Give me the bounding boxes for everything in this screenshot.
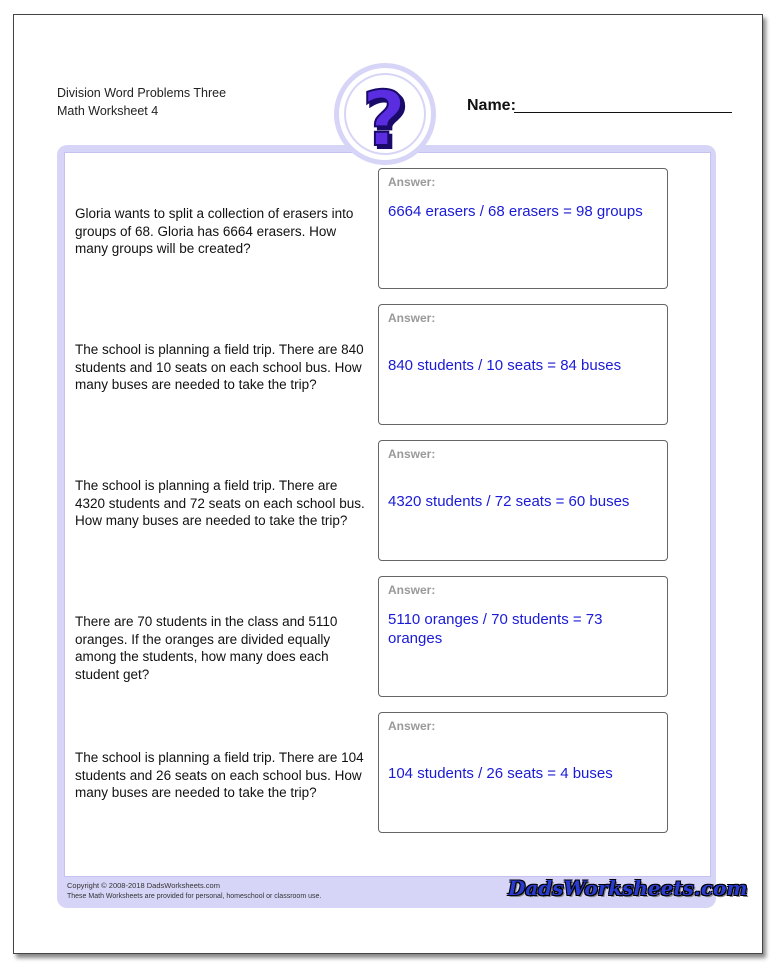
problem-question: Gloria wants to split a collection of erasers into groups of 68. Gloria has 6664 erasers. How many groups will be created?: [75, 206, 354, 256]
answer-box[interactable]: [378, 304, 668, 425]
problem-question: The school is planning a field trip. There are 4320 students and 72 seats on each school bus. How many buses are needed to take the trip?: [75, 478, 365, 528]
answer-text: 4320 students / 72 seats = 60 buses: [388, 493, 630, 510]
problem-question: The school is planning a field trip. There are 840 students and 10 seats on each school bus. How many buses are needed to take the trip?: [75, 342, 364, 392]
answer-box[interactable]: [378, 440, 668, 561]
svg-text:?: ?: [361, 74, 407, 160]
answer-label: Answer:: [388, 175, 436, 189]
answer-text: 840 students / 10 seats = 84 buses: [388, 357, 622, 374]
answer-label: Answer:: [388, 311, 436, 325]
worksheet-title: Division Word Problems Three: [57, 86, 227, 100]
answer-label: Answer:: [388, 719, 436, 733]
answer-box[interactable]: [378, 576, 668, 697]
answer-text: 5110 oranges / 70 students = 73 oranges: [388, 611, 603, 647]
dadsworksheets-logo: DadsWorksheets.com: [508, 876, 748, 900]
answer-text: 6664 erasers / 68 erasers = 98 groups: [388, 203, 643, 220]
answer-label: Answer:: [388, 447, 436, 461]
answer-label: Answer:: [388, 583, 436, 597]
problem-question: The school is planning a field trip. There are 104 students and 26 seats on each school bus. How many buses are needed to take the trip?: [75, 750, 364, 800]
usage-notice: These Math Worksheets are provided for personal, homeschool or classroom use.: [67, 893, 322, 900]
name-field-line[interactable]: [514, 112, 732, 113]
problem-question: There are 70 students in the class and 5110 oranges. If the oranges are divided equally among the students, how many does each student get?: [75, 614, 338, 682]
question-mark-badge: [334, 63, 436, 165]
worksheet-subtitle: Math Worksheet 4: [57, 104, 159, 118]
answer-box[interactable]: [378, 168, 668, 289]
answer-text: 104 students / 26 seats = 4 buses: [388, 765, 613, 782]
copyright: Copyright © 2008-2018 DadsWorksheets.com: [67, 881, 220, 890]
answer-box[interactable]: [378, 712, 668, 833]
name-label: Name:: [467, 97, 516, 114]
question-mark-icon: [339, 68, 431, 160]
